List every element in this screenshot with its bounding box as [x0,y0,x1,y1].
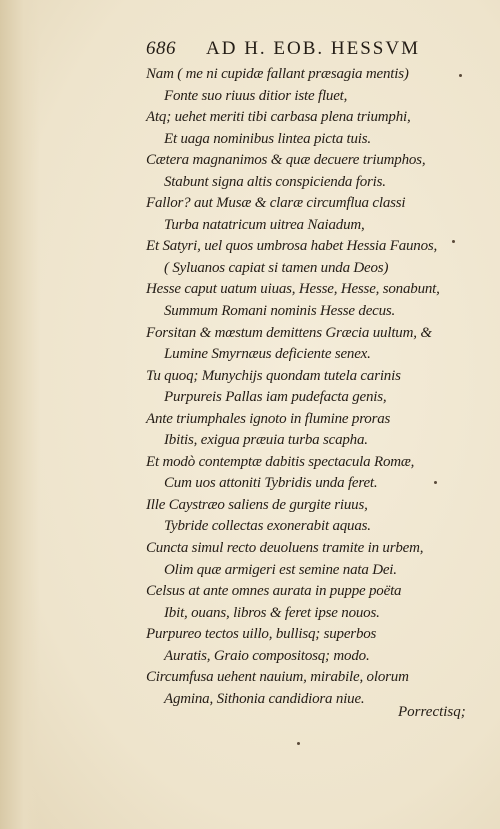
verse-line: Ibit, ouans, libros & feret ipse nouos. [164,604,380,621]
verse-line: Cætera magnanimos & quæ decuere triumphos, [146,152,426,169]
verse-line: Ante triumphales ignoto in flumine proras [146,410,391,427]
verse-line: ( Syluanos capiat si tamen unda Deos) [164,259,389,276]
verse-line: Hesse caput uatum uiuas, Hesse, Hesse, sonabunt, [146,281,440,298]
verse-line: Agmina, Sithonia candidiora niue. [164,690,365,707]
verse-line: Lumine Smyrnæus deficiente senex. [164,346,371,363]
verse-line: Celsus at ante omnes aurata in puppe poëta [146,583,402,600]
verse-line: Cum uos attoniti Tybridis unda feret. [164,475,378,492]
verse-line: Olim quæ armigeri est semine nata Dei. [164,561,397,578]
verse-line: Tybride collectas exonerabit aquas. [164,518,371,535]
verse-line: Circumfusa uehent nauium, mirabile, olorum [146,669,409,686]
verse-line: Turba natatricum uitrea Naiadum, [164,216,365,233]
verse-line: Summum Romani nominis Hesse decus. [164,303,396,320]
verse-line: Et uaga nominibus lintea picta tuis. [164,130,371,147]
verse-line: Et modò contemptæ dabitis spectacula Romæ, [146,453,415,470]
verse-line: Ibitis, exigua præuia turba scapha. [164,432,368,449]
verse-line: Purpureo tectos uillo, bullisq; superbos [146,626,377,643]
verse-line: Stabunt signa altis conspicienda foris. [164,173,386,190]
verse-line: Atq; uehet meriti tibi carbasa plena triumphi, [146,109,411,126]
ink-speck [297,742,300,745]
verse-line: Fonte suo riuus ditior iste fluet, [164,87,348,104]
verse-line: Ille Caystræo saliens de gurgite riuus, [146,496,368,513]
verse-line: Forsitan & mœstum demittens Græcia uultum, & [146,324,432,341]
page-gutter-shadow [0,0,40,829]
verse-line: Fallor? aut Musæ & claræ circumflua classi [146,195,406,212]
verse-line: Nam ( me ni cupidæ fallant præsagia mentis) [146,66,409,82]
verse-line: Auratis, Graio compositosq; modo. [164,647,370,664]
ink-speck [452,240,455,243]
page-header [146,38,466,64]
verse-line: Cuncta simul recto deuoluens tramite in urbem, [146,540,424,557]
page-number: 686 [146,38,176,59]
verse-block [146,64,476,710]
ink-speck [459,74,462,77]
ink-speck [434,481,437,484]
verse-line: Purpureis Pallas iam pudefacta genis, [164,389,387,406]
running-head: AD H. EOB. HESSVM [206,38,420,59]
verse-line: Et Satyri, uel quos umbrosa habet Hessia Faunos, [146,238,438,255]
catchword: Porrectisq; [398,704,466,720]
verse-line: Tu quoq; Munychijs quondam tutela carinis [146,367,401,384]
